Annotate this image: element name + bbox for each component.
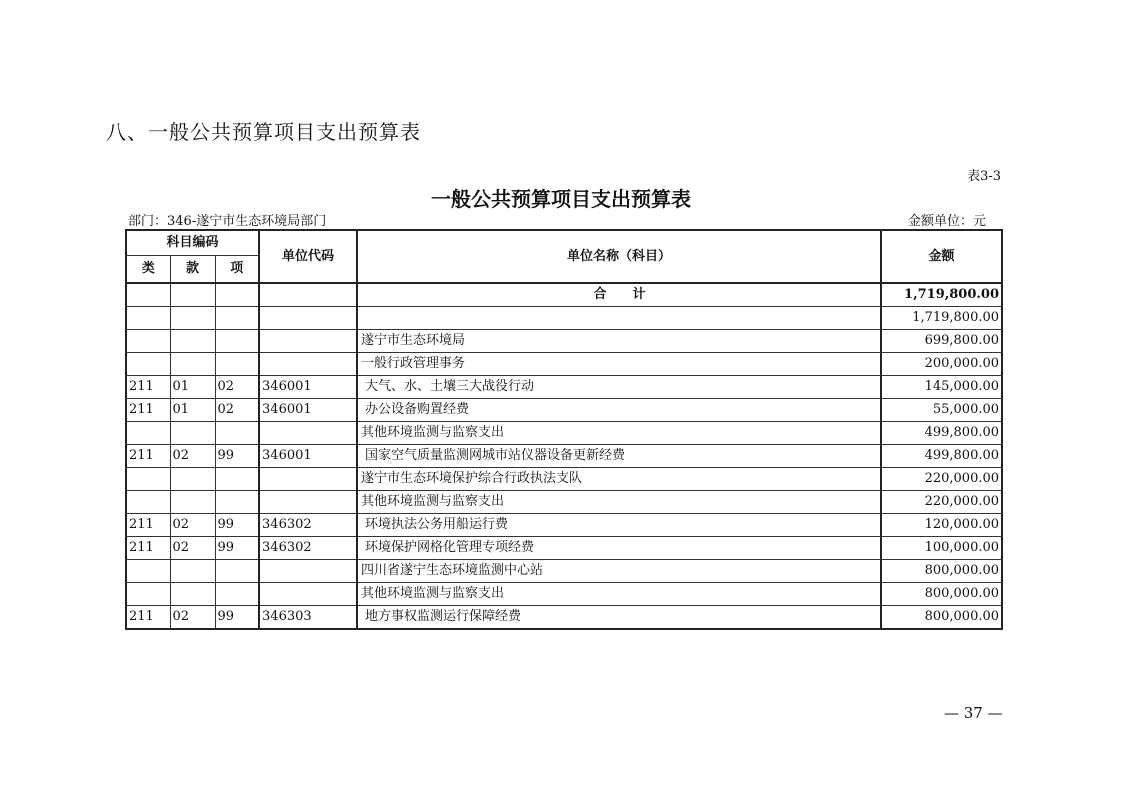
unit-code-cell — [259, 560, 357, 583]
xiang-cell — [215, 353, 259, 376]
xiang-cell: 99 — [215, 606, 259, 630]
unit-code-header: 单位代码 — [259, 230, 357, 283]
table-row — [126, 606, 1002, 630]
table-row — [126, 399, 1002, 422]
total-row — [126, 283, 1002, 307]
table-row — [126, 491, 1002, 514]
amount-cell: 220,000.00 — [881, 491, 1002, 514]
amount-header: 金额 — [881, 230, 1002, 283]
lei-cell — [126, 491, 170, 514]
unit-name-cell: 地方事权监测运行保障经费 — [357, 606, 881, 630]
xiang-cell — [215, 330, 259, 353]
amount-cell: 800,000.00 — [881, 560, 1002, 583]
table-row — [126, 514, 1002, 537]
table-row — [126, 583, 1002, 606]
amount-cell: 100,000.00 — [881, 537, 1002, 560]
unit-code-cell: 346302 — [259, 537, 357, 560]
xiang-header: 项 — [215, 256, 259, 284]
kuan-header: 款 — [170, 256, 215, 284]
unit-name-cell: 其他环境监测与监察支出 — [357, 583, 881, 606]
lei-cell — [126, 422, 170, 445]
xiang-cell — [215, 307, 259, 330]
lei-cell: 211 — [126, 606, 170, 630]
xiang-cell — [215, 468, 259, 491]
table-row — [126, 445, 1002, 468]
amount-cell: 800,000.00 — [881, 583, 1002, 606]
kuan-cell: 01 — [170, 376, 215, 399]
unit-code-cell — [259, 491, 357, 514]
kuan-cell — [170, 468, 215, 491]
amount-cell: 499,800.00 — [881, 422, 1002, 445]
unit-name-cell — [357, 307, 881, 330]
kuan-cell — [170, 353, 215, 376]
kuan-cell — [170, 491, 215, 514]
kuan-cell — [170, 583, 215, 606]
kuan-cell — [170, 283, 215, 307]
kuan-cell: 02 — [170, 445, 215, 468]
department-label: 部门：346-遂宁市生态环境局部门 — [128, 214, 327, 229]
xiang-cell: 02 — [215, 376, 259, 399]
unit-code-cell: 346001 — [259, 399, 357, 422]
amount-cell: 55,000.00 — [881, 399, 1002, 422]
xiang-cell: 99 — [215, 537, 259, 560]
unit-code-cell — [259, 283, 357, 307]
amount-cell: 1,719,800.00 — [881, 307, 1002, 330]
xiang-cell — [215, 560, 259, 583]
unit-name-cell: 大气、水、土壤三大战役行动 — [357, 376, 881, 399]
unit-name-cell: 合 计 — [357, 283, 881, 307]
lei-cell: 211 — [126, 514, 170, 537]
kuan-cell: 02 — [170, 606, 215, 630]
unit-code-cell — [259, 353, 357, 376]
lei-cell: 211 — [126, 445, 170, 468]
xiang-cell: 99 — [215, 445, 259, 468]
xiang-cell — [215, 422, 259, 445]
unit-name-cell: 环境保护网格化管理专项经费 — [357, 537, 881, 560]
section-heading: 八、一般公共预算项目支出预算表 — [106, 120, 421, 144]
kuan-cell — [170, 560, 215, 583]
table-row — [126, 353, 1002, 376]
amount-cell: 220,000.00 — [881, 468, 1002, 491]
kuan-cell: 01 — [170, 399, 215, 422]
lei-cell — [126, 330, 170, 353]
lei-cell — [126, 560, 170, 583]
subject-code-header: 科目编码 — [126, 230, 259, 256]
unit-code-cell: 346302 — [259, 514, 357, 537]
table-row — [126, 307, 1002, 330]
kuan-cell — [170, 422, 215, 445]
amount-unit-label: 金额单位：元 — [907, 214, 986, 229]
kuan-cell — [170, 330, 215, 353]
unit-code-cell: 346001 — [259, 376, 357, 399]
amount-cell: 145,000.00 — [881, 376, 1002, 399]
lei-cell: 211 — [126, 399, 170, 422]
table-row — [126, 376, 1002, 399]
kuan-cell: 02 — [170, 537, 215, 560]
unit-name-cell: 环境执法公务用船运行费 — [357, 514, 881, 537]
unit-name-cell: 遂宁市生态环境保护综合行政执法支队 — [357, 468, 881, 491]
unit-code-cell — [259, 307, 357, 330]
xiang-cell — [215, 583, 259, 606]
table-body — [126, 283, 1002, 629]
xiang-cell: 99 — [215, 514, 259, 537]
kuan-cell — [170, 307, 215, 330]
unit-code-cell: 346001 — [259, 445, 357, 468]
unit-name-cell: 其他环境监测与监察支出 — [357, 491, 881, 514]
xiang-cell: 02 — [215, 399, 259, 422]
amount-cell: 699,800.00 — [881, 330, 1002, 353]
table-row — [126, 422, 1002, 445]
unit-name-header: 单位名称（科目） — [357, 230, 881, 283]
unit-name-cell: 一般行政管理事务 — [357, 353, 881, 376]
lei-cell — [126, 307, 170, 330]
lei-cell — [126, 583, 170, 606]
lei-header: 类 — [126, 256, 170, 284]
table-title: 一般公共预算项目支出预算表 — [431, 187, 691, 211]
amount-cell: 120,000.00 — [881, 514, 1002, 537]
unit-code-cell — [259, 468, 357, 491]
lei-cell — [126, 353, 170, 376]
unit-name-cell: 遂宁市生态环境局 — [357, 330, 881, 353]
kuan-cell: 02 — [170, 514, 215, 537]
xiang-cell — [215, 491, 259, 514]
unit-name-cell: 四川省遂宁生态环境监测中心站 — [357, 560, 881, 583]
table-row — [126, 560, 1002, 583]
unit-code-cell — [259, 583, 357, 606]
table-row — [126, 537, 1002, 560]
unit-code-cell — [259, 422, 357, 445]
xiang-cell — [215, 283, 259, 307]
amount-cell: 499,800.00 — [881, 445, 1002, 468]
amount-cell: 1,719,800.00 — [881, 283, 1002, 307]
budget-table — [125, 229, 1003, 630]
unit-name-cell: 办公设备购置经费 — [357, 399, 881, 422]
amount-cell: 800,000.00 — [881, 606, 1002, 630]
lei-cell — [126, 283, 170, 307]
lei-cell — [126, 468, 170, 491]
unit-code-cell: 346303 — [259, 606, 357, 630]
unit-name-cell: 其他环境监测与监察支出 — [357, 422, 881, 445]
table-number: 表3-3 — [967, 169, 1001, 184]
unit-code-cell — [259, 330, 357, 353]
lei-cell: 211 — [126, 376, 170, 399]
page-number: — 37 — — [944, 704, 1003, 722]
unit-name-cell: 国家空气质量监测网城市站仪器设备更新经费 — [357, 445, 881, 468]
amount-cell: 200,000.00 — [881, 353, 1002, 376]
lei-cell: 211 — [126, 537, 170, 560]
table-row — [126, 468, 1002, 491]
table-row — [126, 330, 1002, 353]
